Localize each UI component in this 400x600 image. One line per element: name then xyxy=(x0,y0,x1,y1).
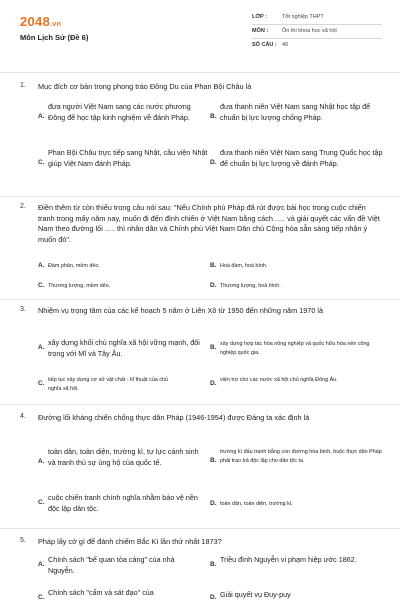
option-letter: C. xyxy=(38,499,45,506)
option-text: đưa thanh niên Việt Nam sang Trung Quốc học tập để chuẩn bị lực lượng về đánh Pháp. xyxy=(220,148,383,168)
option-letter: C. xyxy=(38,594,45,600)
option-letter: B. xyxy=(210,113,217,120)
divider xyxy=(0,196,400,197)
question-text: Mục đích cơ bản trong phong trào Đông Du của Phan Bội Châu là xyxy=(38,82,252,91)
question-text: Pháp lấy cớ gì để đánh chiếm Bắc Kì lần thứ nhất 1873? xyxy=(38,537,222,546)
question-text: Điền thêm từ còn thiếu trong câu nói sau: "Nếu Chính phủ Pháp đã rút được bài học trong cuộc chiến tranh trong mấy năm nay, muốn đi đến đình chiến ở Việt Nam bằng cách ..... và giải quyết các vấn đề Việt Nam theo đường lối ..... thì nhân dân và Chính phủ Việt Nam Dân chủ Cộng hòa sẵn sàng tiếp nhận ý muốn đó". xyxy=(38,203,380,244)
option-text: Thương lượng, mềm dẻo. xyxy=(48,283,111,289)
option-letter: D. xyxy=(210,500,217,507)
divider xyxy=(0,528,400,529)
option-text: Chính sách "cấm và sát đạo" của xyxy=(48,588,154,597)
site-logo[interactable] xyxy=(20,14,61,29)
meta-value: 40 xyxy=(282,42,289,48)
option-letter: B. xyxy=(210,344,217,351)
option-letter: A. xyxy=(38,262,45,269)
option-text: toàn dân, toàn diện, trường kì, tự lực cánh sinh và tranh thủ sự ủng hộ của quốc tế. xyxy=(48,447,199,467)
question-number: 5. xyxy=(20,537,26,544)
option-letter: B. xyxy=(210,457,217,464)
logo-main: 2048 xyxy=(20,14,51,29)
meta-row-class xyxy=(252,14,382,25)
subject-title: Môn Lịch Sử (Đề 6) xyxy=(20,33,89,42)
question-number: 3. xyxy=(20,306,26,313)
option-letter: D. xyxy=(210,282,217,289)
divider xyxy=(0,404,400,405)
question-1 xyxy=(20,82,385,192)
option-letter: A. xyxy=(38,113,45,120)
option-text: toàn dân, toàn diện, trường kì. xyxy=(220,501,293,507)
option-text: đưa người Việt Nam sang các nước phương Đông để học tập kinh nghiệm về đánh Pháp. xyxy=(48,102,191,122)
option-text: trường kì đấu tranh bằng con đường hòa bình, buộc thực dân Pháp phải trao trả độc lập cho dân tộc ta. xyxy=(220,449,382,464)
meta-label: MÔN : xyxy=(252,28,269,34)
meta-label: LỚP : xyxy=(252,14,267,20)
option-text: xây dựng hợp tác hóa nông nghiệp và quốc hữu hóa nền công nghiệp quốc gia. xyxy=(220,341,370,356)
meta-value: Ôn thi khoa học xã hội xyxy=(282,28,337,34)
question-text: Nhiệm vụ trọng tâm của các kế hoạch 5 năm ở Liên Xô từ 1950 đến những năm 1970 là xyxy=(38,306,324,315)
question-number: 1. xyxy=(20,82,26,89)
question-number: 2. xyxy=(20,203,26,210)
option-text: Triều đình Nguyễn vi phạm hiệp ước 1862. xyxy=(220,555,357,564)
option-letter: D. xyxy=(210,594,217,600)
exam-header xyxy=(0,0,400,72)
option-letter: C. xyxy=(38,159,45,166)
option-letter: D. xyxy=(210,159,217,166)
option-letter: C. xyxy=(38,282,45,289)
option-text: Đàm phán, mềm dẻo. xyxy=(48,263,100,269)
option-letter: A. xyxy=(38,344,45,351)
question-5 xyxy=(20,537,385,600)
option-letter: D. xyxy=(210,380,217,387)
divider xyxy=(0,299,400,300)
option-text: Giải quyết vụ Đuy-puy xyxy=(220,590,291,599)
question-3 xyxy=(20,306,385,402)
question-number: 4. xyxy=(20,413,26,420)
meta-value: Tốt nghiệp THPT xyxy=(282,14,324,20)
option-text: viện trợ cho các nước xã hội chủ nghĩa Đông Âu. xyxy=(220,377,338,383)
option-text: đưa thanh niên Việt Nam sang Nhật học tập để chuẩn bị lực lượng chống Pháp. xyxy=(220,102,371,122)
option-text: cuộc chiến tranh chính nghĩa nhằm bảo vệ nền độc lập dân tộc. xyxy=(48,493,198,513)
option-text: Phan Bội Châu trực tiếp sang Nhật, cầu viện Nhật giúp Việt Nam đánh Pháp. xyxy=(48,148,208,168)
option-letter: B. xyxy=(210,561,217,568)
option-text: Thương lượng, hoà bình. xyxy=(220,283,281,289)
option-text: Hoà đàm, hoà bình. xyxy=(220,263,268,269)
option-text: xây dựng khối chủ nghĩa xã hội vững mạnh, đối trọng với Mĩ và Tây Âu. xyxy=(48,338,200,358)
option-letter: B. xyxy=(210,262,217,269)
option-text: tiếp tục xây dựng cơ sở vật chất - kĩ thuật của chủ nghĩa xã hội. xyxy=(48,377,169,392)
meta-label: SỐ CÂU : xyxy=(252,42,277,48)
option-letter: C. xyxy=(38,380,45,387)
meta-row-count xyxy=(252,42,382,53)
option-letter: A. xyxy=(38,458,45,465)
option-text: Chính sách "bế quan tỏa cảng" của nhà Nguyễn. xyxy=(48,555,175,575)
question-4 xyxy=(20,413,385,525)
question-text: Đường lối kháng chiến chống thực dân Pháp (1946-1954) được Đảng ta xác định là xyxy=(38,413,310,422)
meta-row-subject xyxy=(252,28,382,39)
divider xyxy=(0,72,400,73)
question-2 xyxy=(20,203,385,295)
logo-suffix: .vn xyxy=(50,21,62,28)
option-letter: A. xyxy=(38,561,45,568)
